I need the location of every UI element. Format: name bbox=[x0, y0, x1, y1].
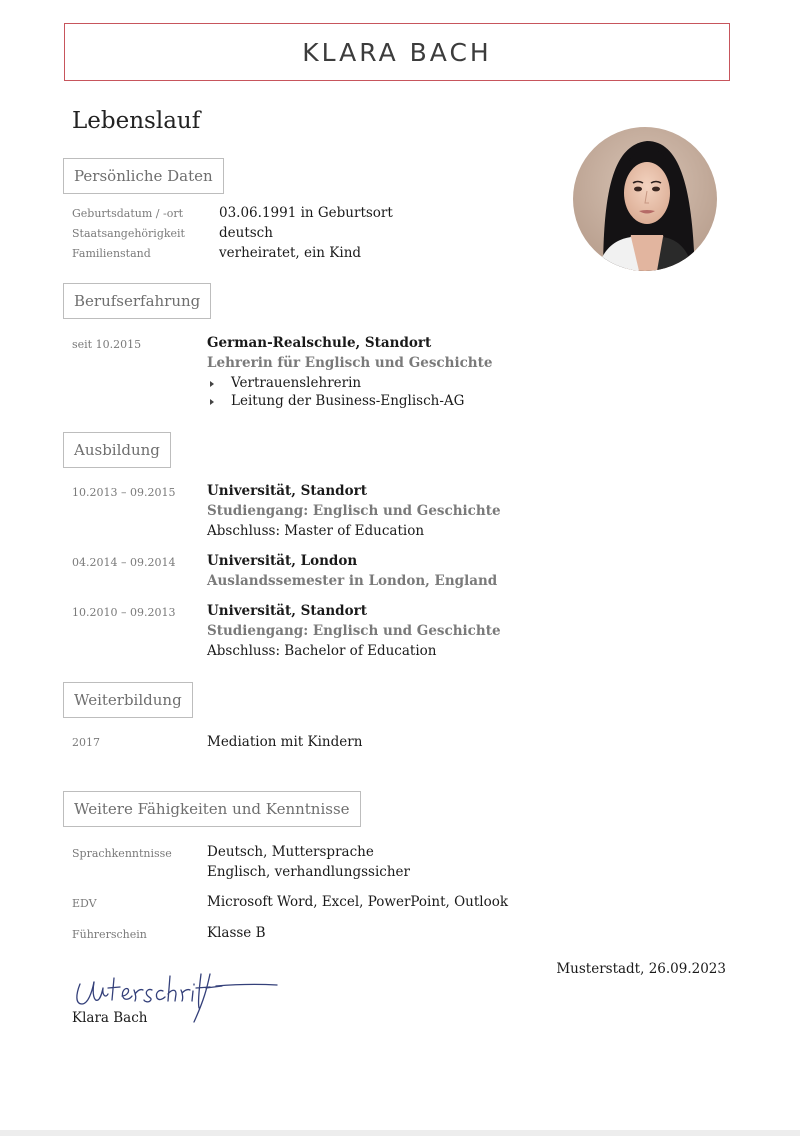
section-personal-heading: Persönliche Daten bbox=[63, 158, 224, 194]
label-marital-status: Familienstand bbox=[72, 247, 151, 260]
education-detail: Studiengang: Englisch und Geschichte bbox=[207, 623, 501, 639]
page-bottom-edge bbox=[0, 1130, 800, 1136]
document-title: Lebenslauf bbox=[72, 108, 201, 134]
experience-bullet-text: Leitung der Business-Englisch-AG bbox=[231, 393, 465, 409]
place-and-date: Musterstadt, 26.09.2023 bbox=[556, 961, 726, 977]
section-education-heading: Ausbildung bbox=[63, 432, 171, 468]
value-nationality: deutsch bbox=[219, 225, 273, 241]
education-degree: Abschluss: Master of Education bbox=[207, 523, 425, 539]
experience-bullet bbox=[207, 393, 464, 409]
skills-label-languages: Sprachkenntnisse bbox=[72, 847, 172, 860]
skills-value-line: Klasse B bbox=[207, 925, 266, 941]
label-nationality: Staatsangehörigkeit bbox=[72, 227, 185, 240]
education-degree: Abschluss: Bachelor of Education bbox=[207, 643, 437, 659]
education-org: Universität, Standort bbox=[207, 603, 367, 619]
section-training-heading: Weiterbildung bbox=[63, 682, 193, 718]
section-experience-heading: Berufserfahrung bbox=[63, 283, 211, 319]
experience-date: seit 10.2015 bbox=[72, 338, 142, 351]
skills-value-line: Microsoft Word, Excel, PowerPoint, Outlook bbox=[207, 894, 509, 910]
training-date: 2017 bbox=[72, 736, 100, 749]
header-name: KLARA BACH bbox=[302, 37, 492, 67]
skills-value-line: Deutsch, Muttersprache bbox=[207, 844, 374, 860]
skills-value-line: Englisch, verhandlungssicher bbox=[207, 864, 410, 880]
bullet-triangle-icon bbox=[210, 381, 214, 387]
education-org: Universität, London bbox=[207, 553, 358, 569]
value-marital-status: verheiratet, ein Kind bbox=[219, 245, 362, 261]
experience-bullet bbox=[207, 375, 361, 391]
section-skills-heading: Weitere Fähigkeiten und Kenntnisse bbox=[63, 791, 361, 827]
education-org: Universität, Standort bbox=[207, 483, 367, 499]
education-date: 10.2013 – 09.2015 bbox=[72, 486, 176, 499]
skills-label-license: Führerschein bbox=[72, 928, 147, 941]
training-value: Mediation mit Kindern bbox=[207, 734, 363, 750]
experience-role: Lehrerin für Englisch und Geschichte bbox=[207, 355, 493, 371]
education-date: 04.2014 – 09.2014 bbox=[72, 556, 176, 569]
education-date: 10.2010 – 09.2013 bbox=[72, 606, 176, 619]
name-header bbox=[64, 23, 730, 81]
education-detail: Auslandssemester in London, England bbox=[207, 573, 498, 589]
experience-org: German-Realschule, Standort bbox=[207, 335, 432, 351]
education-detail: Studiengang: Englisch und Geschichte bbox=[207, 503, 501, 519]
profile-photo bbox=[573, 127, 717, 271]
experience-bullet-text: Vertrauenslehrerin bbox=[231, 375, 362, 391]
label-birth: Geburtsdatum / -ort bbox=[72, 207, 183, 220]
skills-label-edv: EDV bbox=[72, 897, 97, 910]
signature-name: Klara Bach bbox=[72, 1010, 148, 1026]
value-birth: 03.06.1991 in Geburtsort bbox=[219, 205, 393, 221]
bullet-triangle-icon bbox=[210, 399, 214, 405]
